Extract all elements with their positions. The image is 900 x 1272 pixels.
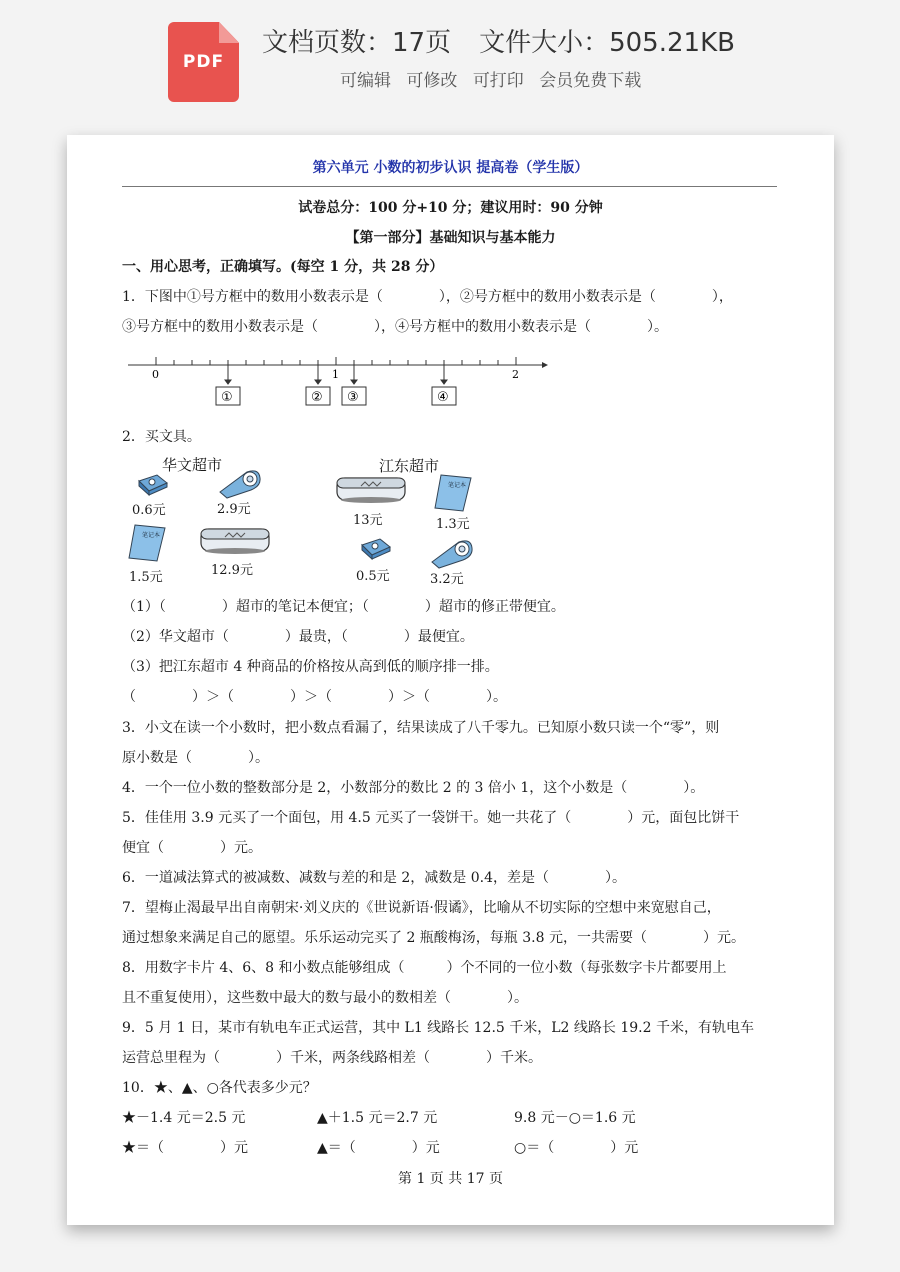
section-heading: 一、用心思考，正确填写。(每空 1 分，共 28 分） (122, 259, 444, 275)
q9-line2: 运营总里程为（ ）千米，两条线路相差（ ）千米。 (122, 1050, 542, 1066)
store-a-name: 华文超市 (162, 456, 223, 474)
q1-line2: ③号方框中的数用小数表示是（ ），④号方框中的数用小数表示是（ ）。 (122, 319, 668, 335)
feature-printable: 可打印 (472, 71, 524, 91)
q10-equation-circle: 9.8 元－○＝1.6 元 (514, 1110, 636, 1126)
correction-tape-icon (217, 466, 263, 500)
download-header (0, 0, 900, 130)
tick-marks (156, 357, 516, 365)
q10-title: 10．★、▲、○各代表多少元？ (122, 1080, 317, 1096)
q3-line1: 3．小文在读一个小数时，把小数点看漏了，结果读成了八千零九。已知原小数只读一个“零”，则 (122, 720, 720, 736)
correction-tape-icon (429, 536, 475, 570)
price-a-pencil-case: 12.9元 (211, 563, 253, 578)
store-b-name: 江东超市 (379, 457, 440, 475)
box-4-label: ④ (437, 390, 449, 405)
pdf-badge-label: PDF (182, 52, 225, 72)
box-2-label: ② (311, 390, 323, 405)
tick-label-1: 1 (332, 368, 339, 381)
box-3-label: ③ (347, 390, 359, 405)
q10-answer-star: ★＝（ ）元 (122, 1140, 248, 1156)
price-a-notebook: 1.5元 (129, 570, 163, 585)
feature-modifiable: 可修改 (406, 71, 458, 91)
notebook-icon-text: 笔记本 (142, 532, 161, 539)
q8-line1: 8．用数字卡片 4、6、8 和小数点能够组成（ ）个不同的一位小数（每张数字卡片都要用上 (122, 960, 727, 976)
doc-title: 第六单元 小数的初步认识 提高卷（学生版） (312, 160, 589, 176)
tick-label-0: 0 (152, 368, 159, 381)
q10-answer-circle: ○＝（ ）元 (514, 1140, 639, 1156)
notebook-icon (433, 473, 473, 513)
q9-line1: 9．5 月 1 日，某市有轨电车正式运营，其中 L1 线路长 12.5 千米，L2 线路长 19.2 千米，有轨电车 (122, 1020, 754, 1036)
q6-line: 6．一道减法算式的被减数、减数与差的和是 2，减数是 0.4，差是（ ）。 (122, 870, 626, 886)
q10-equation-triangle: ▲＋1.5 元＝2.7 元 (317, 1110, 438, 1126)
q10-equation-star: ★－1.4 元＝2.5 元 (122, 1110, 246, 1126)
box-1-label: ① (221, 390, 233, 405)
q8-line2: 且不重复使用），这些数中最大的数与最小的数相差（ ）。 (122, 990, 528, 1006)
file-info (262, 22, 763, 59)
q7-line2: 通过想象来满足自己的愿望。乐乐运动完买了 2 瓶酸梅汤，每瓶 3.8 元，一共需要（ ）元。 (122, 930, 745, 946)
file-size: 文件大小：505.21KB (479, 28, 735, 58)
q5-line2: 便宜（ ）元。 (122, 840, 262, 856)
pencil-case-icon (335, 472, 407, 506)
q2-part1: （1）（ ）超市的笔记本便宜；（ ）超市的修正带便宜。 (122, 599, 565, 615)
q4-line: 4．一个一位小数的整数部分是 2，小数部分的数比 2 的 3 倍小 1，这个小数是（ ）。 (122, 780, 705, 796)
notebook-icon-text: 笔记本 (448, 482, 467, 489)
q3-line2: 原小数是（ ）。 (122, 750, 269, 766)
q7-line1: 7．望梅止渴最早出自南朝宋·刘义庆的《世说新语·假谲》，比喻从不切实际的空想中来宽慰自己， (122, 900, 721, 916)
feature-editable: 可编辑 (340, 71, 391, 91)
page-count: 文档页数：17页 (262, 28, 452, 58)
number-line-figure (122, 347, 552, 409)
q2-title: 2．买文具。 (122, 429, 201, 445)
q2-part3: （3）把江东超市 4 种商品的价格按从高到低的顺序排一排。 (122, 659, 499, 675)
pencil-case-icon (199, 523, 271, 557)
sharpener-icon (358, 535, 392, 561)
price-b-notebook: 1.3元 (436, 517, 470, 532)
q5-line1: 5．佳佳用 3.9 元买了一个面包，用 4.5 元买了一袋饼干。她一共花了（ ）元，面包比饼干 (122, 810, 740, 826)
part-heading: 【第一部分】基础知识与基本能力 (345, 230, 556, 246)
sharpener-icon (135, 471, 169, 497)
q2-part3-blanks: （ ）＞（ ）＞（ ）＞（ ）。 (122, 689, 507, 705)
price-b-sharpener: 0.5元 (356, 569, 390, 584)
exam-meta: 试卷总分：100 分+10 分；建议用时：90 分钟 (298, 200, 603, 216)
price-a-sharpener: 0.6元 (132, 503, 166, 518)
title-divider (122, 186, 777, 187)
q10-answer-triangle: ▲＝（ ）元 (317, 1140, 440, 1156)
q1-line1: 1．下图中①号方框中的数用小数表示是（ ），②号方框中的数用小数表示是（ ）， (122, 289, 733, 305)
feature-member-download: 会员免费下载 (539, 71, 642, 91)
page-footer: 第 1 页 共 17 页 (398, 1171, 503, 1187)
q2-part2: （2）华文超市（ ）最贵，（ ）最便宜。 (122, 629, 474, 645)
document-page (67, 135, 834, 1225)
price-b-tape: 3.2元 (430, 572, 464, 587)
price-a-tape: 2.9元 (217, 502, 251, 517)
price-b-pencil-case: 13元 (353, 513, 383, 528)
feature-list (340, 66, 651, 91)
tick-label-2: 2 (512, 368, 519, 381)
notebook-icon (127, 523, 167, 563)
